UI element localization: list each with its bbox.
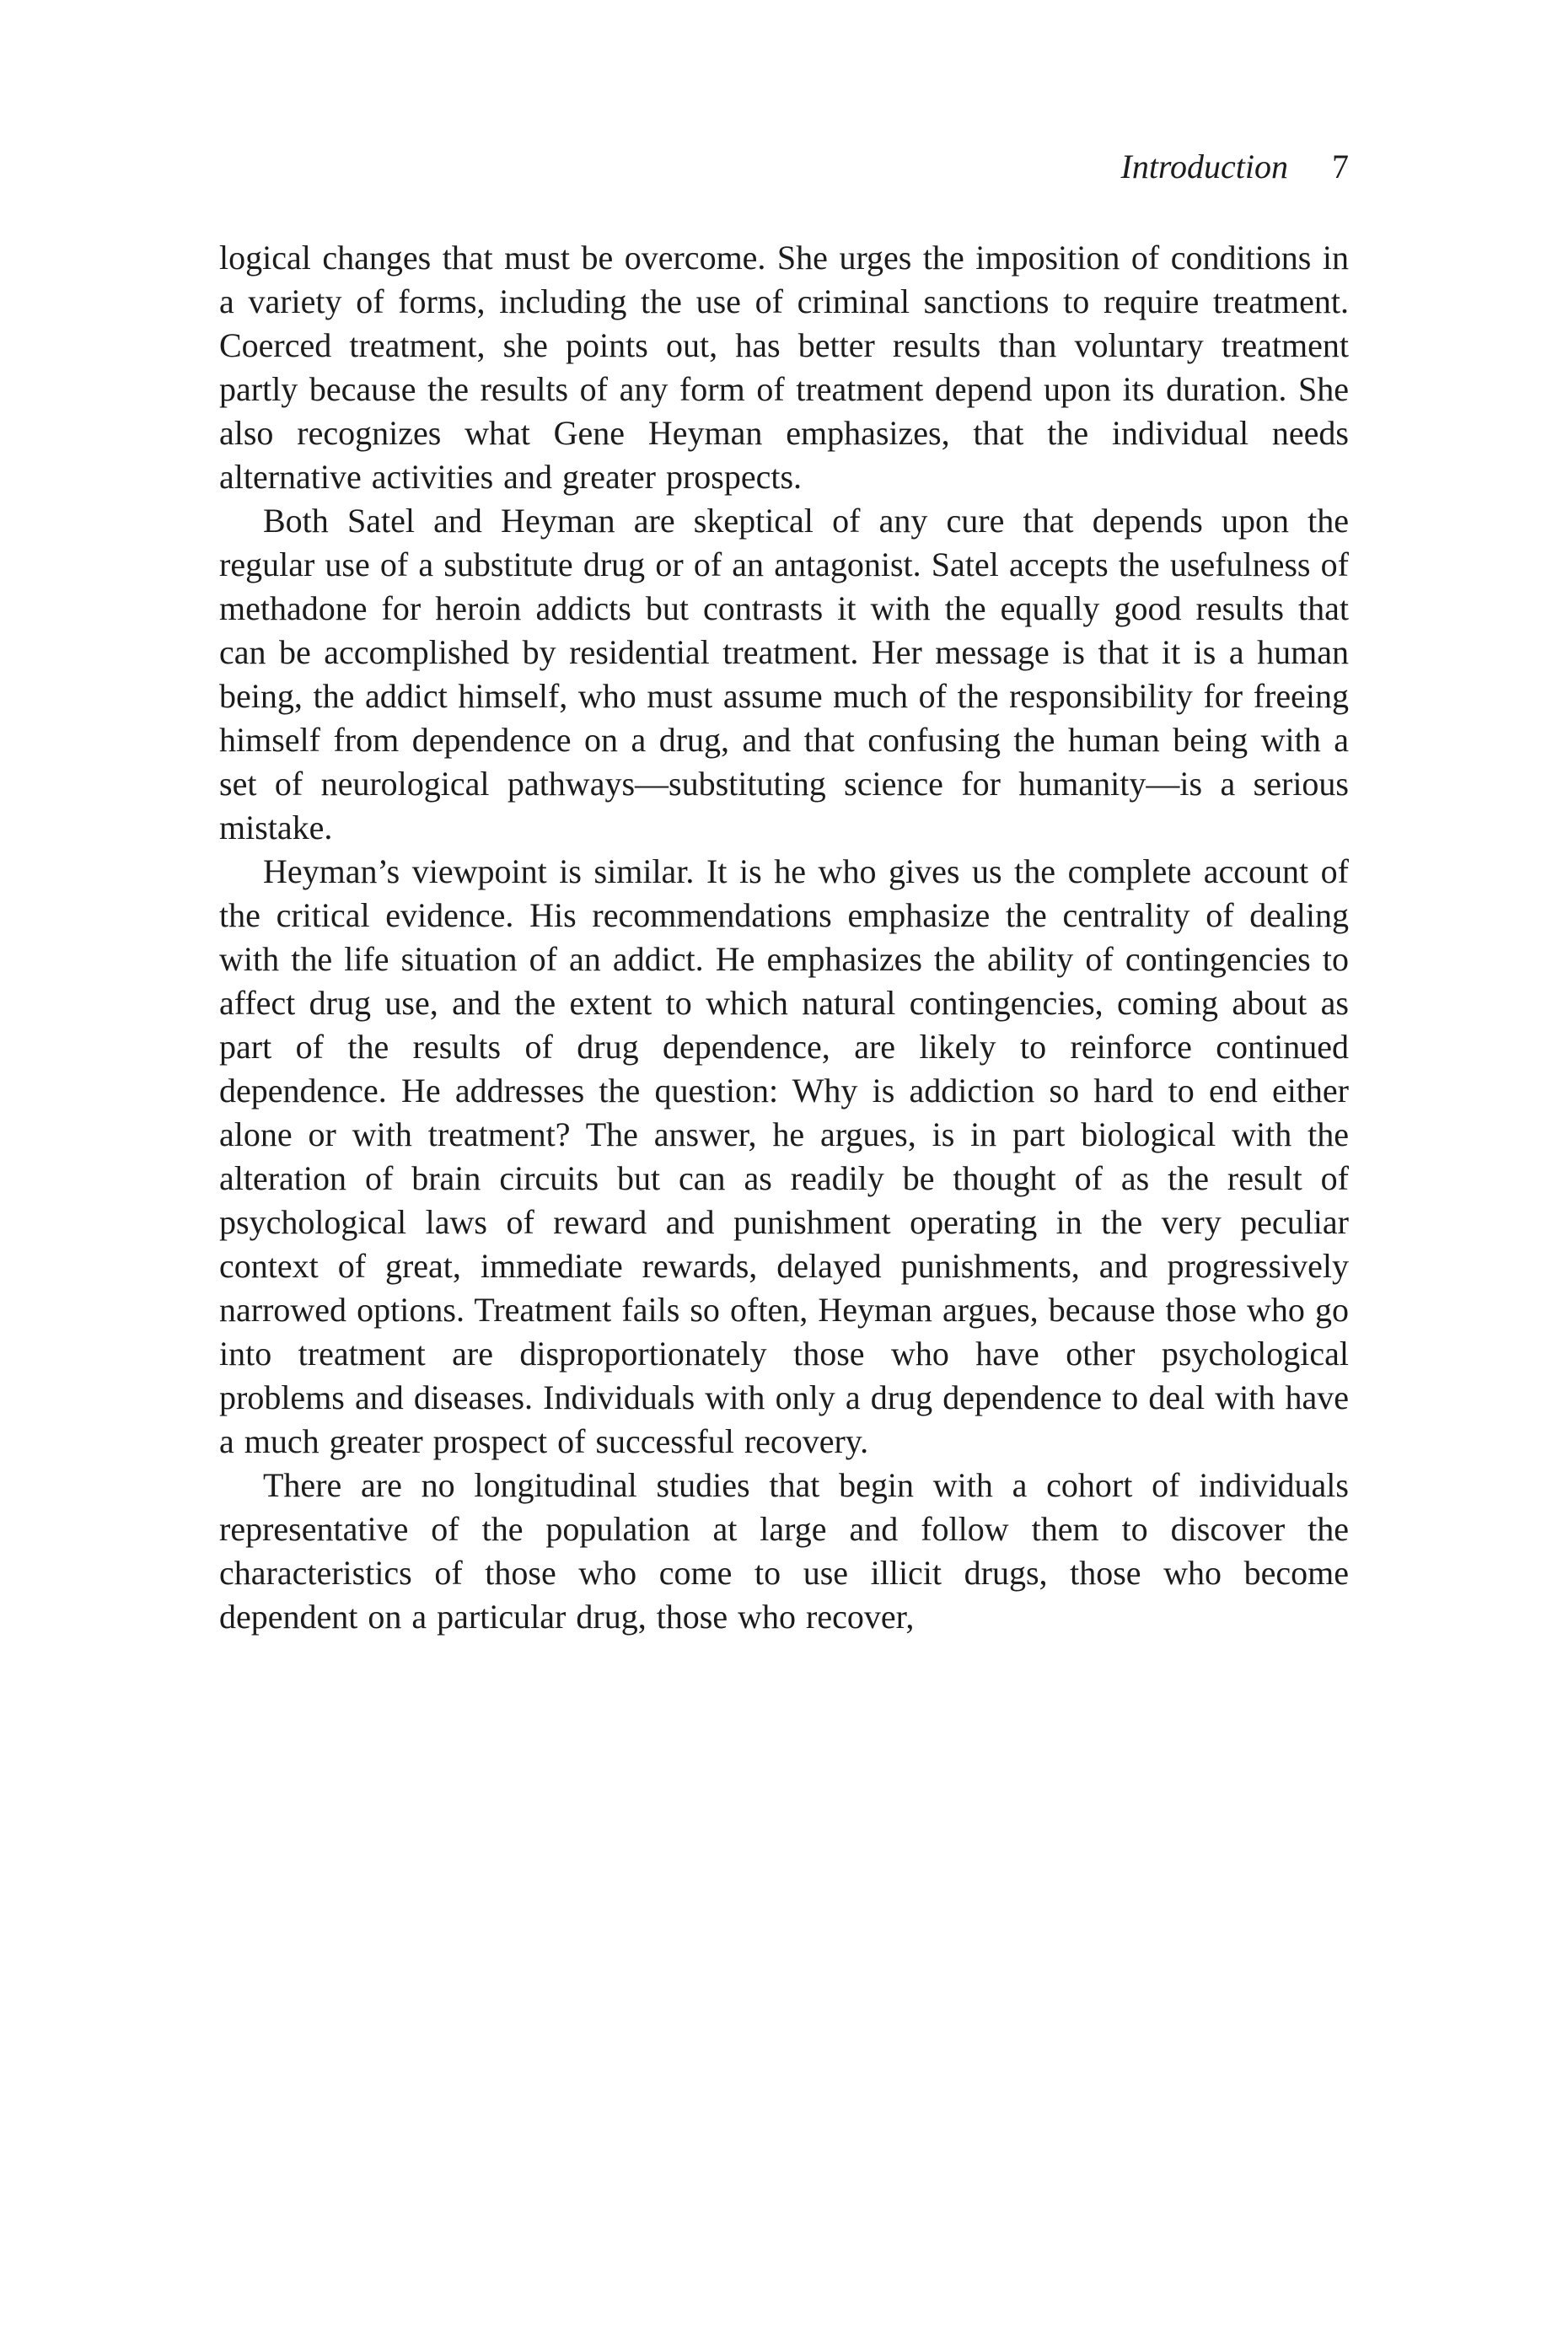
running-header-title: Introduction	[1120, 148, 1288, 185]
paragraph: Heyman’s viewpoint is similar. It is he who gives us the complete account of the critical evidence. His recommendations emphasize the centrality of dealing with the life situation of an addict. He emphasizes the ability of contingencies to affect drug use, and the extent to which natural contingencies, coming about as part of the results of drug dependence, are likely to reinforce continued dependence. He addresses the question: Why is addiction so hard to end either alone or with treatment? The answer, he argues, is in part biological with the alteration of brain circuits but can as readily be thought of as the result of psychological laws of reward and punishment operating in the very peculiar context of great, immediate rewards, delayed punishments, and progressively narrowed options. Treatment fails so often, Heyman argues, because those who go into treatment are disproportionately those who have other psychological problems and diseases. Individuals with only a drug dependence to deal with have a much greater prospect of successful recovery.	[219, 852, 1349, 1460]
paragraph: Both Satel and Heyman are skeptical of any cure that depends upon the regular use of a substitute drug or of an antagonist. Satel accepts the usefulness of methadone for heroin addicts but contrasts it with the equally good results that can be accomplished by residential treatment. Her message is that it is a human being, the addict himself, who must assume much of the responsibility for freeing himself from dependence on a drug, and that confusing the human being with a set of neurological pathways—substituting science for humanity—is a serious mistake.	[219, 502, 1349, 846]
paragraph: There are no longitudinal studies that begin with a cohort of individuals representative of the population at large and follow them to discover the characteristics of those who come to use illicit drugs, those who become dependent on a particular drug, those who recover,	[219, 1466, 1349, 1636]
body-text	[219, 236, 1349, 1639]
page-number: 7	[1332, 148, 1349, 185]
running-header	[219, 145, 1349, 189]
paragraph: logical changes that must be overcome. She urges the imposition of conditions in a variety of forms, including the use of criminal sanctions to require treatment. Coerced treatment, she points out, has better results than voluntary treatment partly because the results of any form of treatment depend upon its duration. She also recognizes what Gene Heyman emphasizes, that the individual needs alternative activities and greater prospects.	[219, 239, 1349, 496]
text-block	[219, 145, 1349, 1639]
